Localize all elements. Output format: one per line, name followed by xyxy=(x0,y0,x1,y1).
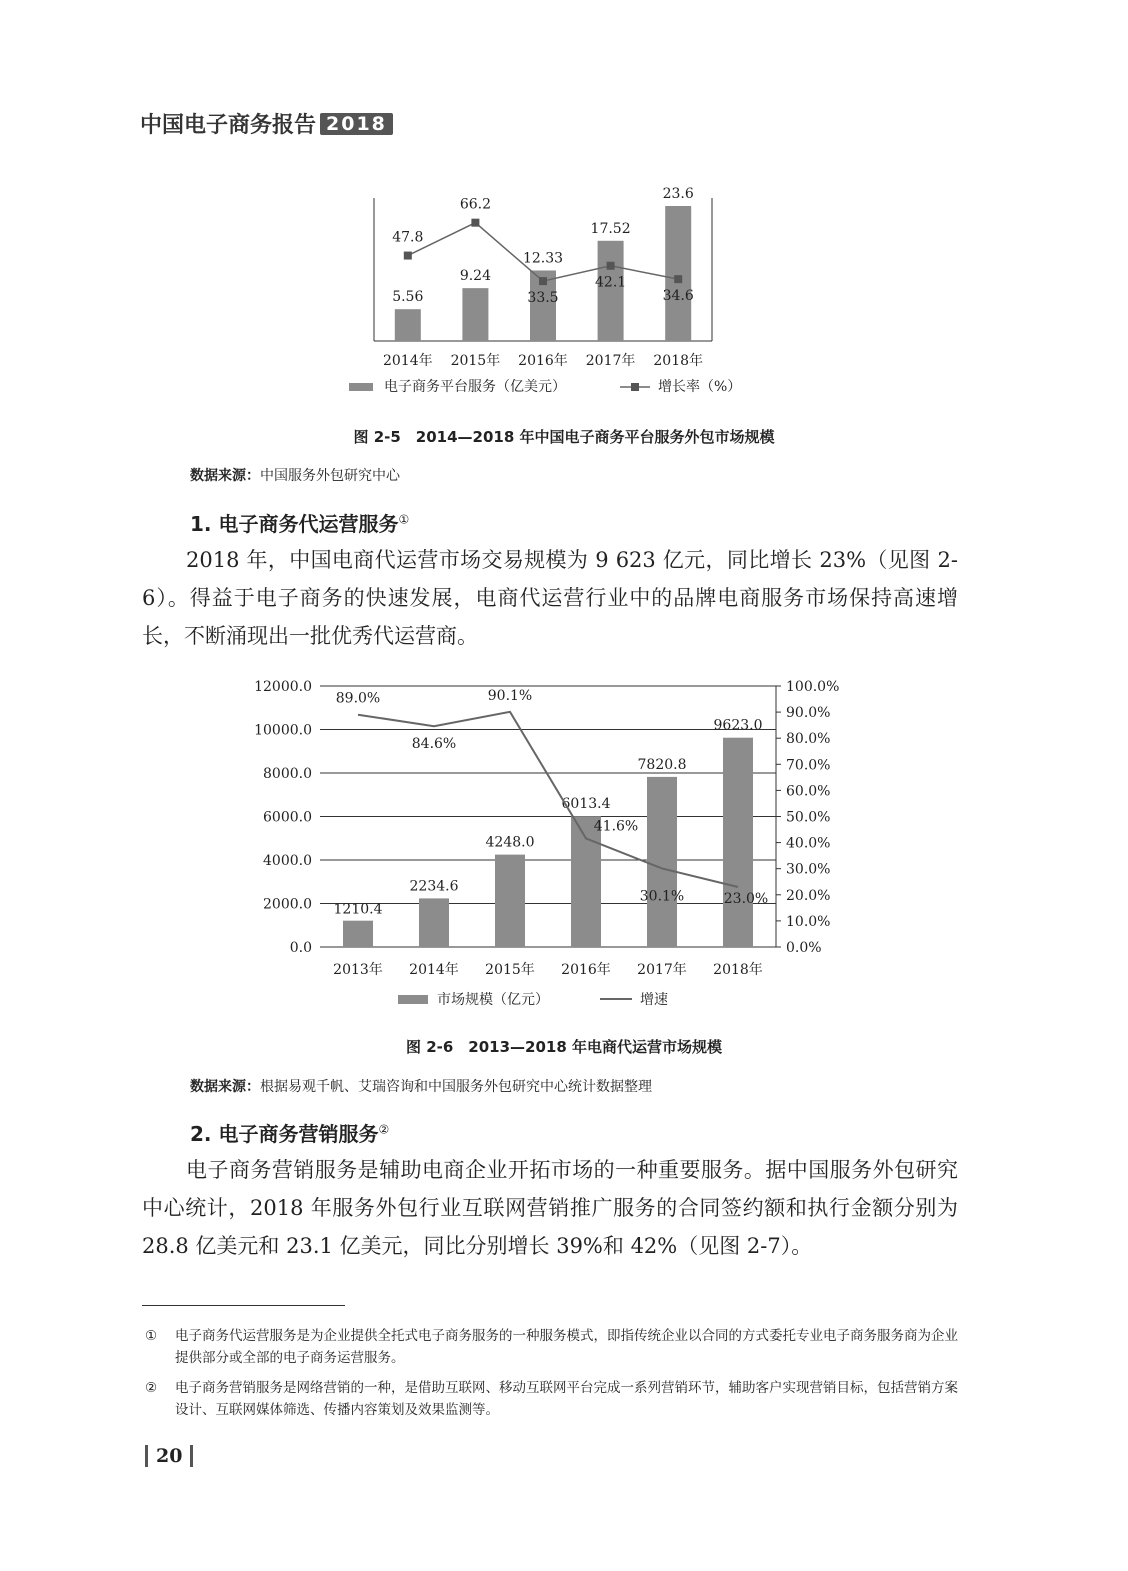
y2-tick-label: 30.0% xyxy=(786,861,831,878)
footnote-1 xyxy=(145,1325,960,1369)
footnote-text: 电子商务营销服务是网络营销的一种，是借助互联网、移动互联网平台完成一系列营销环节，辅助客户实现营销目标，包括营销方案设计、互联网媒体筛选、传播内容策划及效果监测等。 xyxy=(175,1380,958,1418)
y-tick-label: 2000.0 xyxy=(263,896,312,913)
chart-figure-2-5 xyxy=(0,0,1128,410)
x-tick-label: 2015年 xyxy=(450,353,501,369)
bar xyxy=(598,241,624,341)
y2-tick-label: 10.0% xyxy=(786,913,831,930)
legend-bar-label: 电子商务平台服务（亿美元） xyxy=(384,379,566,395)
figure-2-6-source xyxy=(190,1076,652,1096)
source-label: 数据来源： xyxy=(190,468,260,484)
bar-value-label: 17.52 xyxy=(590,220,631,237)
x-tick-label: 2016年 xyxy=(518,353,568,369)
bar xyxy=(571,816,601,947)
source-label: 数据来源： xyxy=(190,1079,260,1095)
figure-2-6-caption: 图 2-6 2013—2018 年电商代运营市场规模 xyxy=(405,1038,723,1056)
y2-tick-label: 80.0% xyxy=(786,731,831,748)
x-tick-label: 2015年 xyxy=(485,962,535,978)
y-tick-label: 10000.0 xyxy=(254,722,312,739)
running-header-year: 2018 xyxy=(320,113,393,135)
legend-bar-label: 市场规模（亿元） xyxy=(437,992,549,1008)
x-tick-label: 2018年 xyxy=(653,353,704,369)
y2-tick-label: 50.0% xyxy=(786,809,831,826)
y2-tick-label: 70.0% xyxy=(786,757,831,774)
section-2-paragraph: 电子商务营销服务是辅助电商企业开拓市场的一种重要服务。据中国服务外包研究中心统计，2018 年服务外包行业互联网营销推广服务的合同签约额和执行金额分别为 28.8 亿美元和 23.1 亿美元，同比分别增长 39%和 42%（见图 2-7）。 xyxy=(142,1158,958,1258)
y2-tick-label: 90.0% xyxy=(786,705,831,722)
figure-2-5-caption: 图 2-5 2014—2018 年中国电子商务平台服务外包市场规模 xyxy=(353,428,775,446)
page-number-value: 20 xyxy=(156,1445,183,1467)
growth-value-label: 33.5 xyxy=(527,290,559,307)
footnote-mark: ① xyxy=(145,1328,158,1344)
y-tick-label: 4000.0 xyxy=(263,853,312,869)
growth-value-label: 30.1% xyxy=(639,888,685,905)
growth-value-label: 66.2 xyxy=(459,196,491,213)
legend-line-label: 增长率（%） xyxy=(658,379,742,395)
bar xyxy=(647,777,677,947)
chart-figure-2-6 xyxy=(0,660,1128,1020)
footnote-2 xyxy=(145,1377,960,1421)
bar xyxy=(495,855,525,947)
bar-value-label: 2234.6 xyxy=(409,878,459,895)
bar-value-label: 4248.0 xyxy=(485,834,535,851)
bar-value-label: 7820.8 xyxy=(637,756,687,773)
y2-tick-label: 100.0% xyxy=(786,679,840,695)
growth-marker xyxy=(471,219,479,227)
bar xyxy=(343,921,373,947)
source-text: 中国服务外包研究中心 xyxy=(260,468,400,484)
page-number xyxy=(145,1445,193,1467)
bar xyxy=(395,309,421,341)
x-tick-label: 2017年 xyxy=(637,962,687,978)
page-number-bar-right xyxy=(190,1445,193,1467)
legend-bar-swatch xyxy=(398,995,428,1004)
legend-bar-swatch xyxy=(349,383,373,391)
bar-value-label: 9.24 xyxy=(459,268,491,285)
bar-value-label: 1210.4 xyxy=(333,901,383,918)
footnote-text: 电子商务代运营服务是为企业提供全托式电子商务服务的一种服务模式，即指传统企业以合同的方式委托专业电子商务服务商为企业提供部分或全部的电子商务运营服务。 xyxy=(175,1328,958,1366)
growth-value-label: 90.1% xyxy=(487,687,533,704)
section-2-title: 2. 电子商务营销服务 xyxy=(190,1122,379,1146)
x-tick-label: 2014年 xyxy=(382,353,433,369)
section-1-title: 1. 电子商务代运营服务 xyxy=(190,512,399,536)
growth-value-label: 34.6 xyxy=(662,288,694,305)
bar-value-label: 9623.0 xyxy=(713,717,763,734)
growth-value-label: 89.0% xyxy=(335,690,381,707)
section-1-paragraph: 2018 年，中国电商代运营市场交易规模为 9 623 亿元，同比增长 23%（见图 2-6）。得益于电子商务的快速发展，电商代运营行业中的品牌电商服务市场保持高速增长，不断涌现出一批优秀代运营商。 xyxy=(142,548,958,648)
footnote-mark: ② xyxy=(145,1380,158,1396)
growth-value-label: 42.1 xyxy=(595,274,627,291)
section-2-heading xyxy=(190,1118,389,1147)
growth-value-label: 41.6% xyxy=(593,818,639,835)
y2-tick-label: 20.0% xyxy=(786,887,831,904)
page-number-bar-left xyxy=(145,1445,148,1467)
y-tick-label: 0.0 xyxy=(289,940,312,956)
figure-2-5-source xyxy=(190,465,400,485)
legend-line-marker xyxy=(631,383,639,391)
running-header-title: 中国电子商务报告 xyxy=(140,113,317,138)
y2-tick-label: 40.0% xyxy=(786,835,831,852)
x-tick-label: 2014年 xyxy=(409,962,459,978)
bar-value-label: 6013.4 xyxy=(561,796,611,813)
y-tick-label: 8000.0 xyxy=(263,766,312,782)
bar xyxy=(419,898,449,947)
x-tick-label: 2018年 xyxy=(713,962,763,978)
footnote-ref-1[interactable]: ① xyxy=(398,512,410,527)
x-tick-label: 2016年 xyxy=(561,962,611,978)
growth-value-label: 47.8 xyxy=(392,229,424,246)
source-text: 根据易观千帆、艾瑞咨询和中国服务外包研究中心统计数据整理 xyxy=(260,1079,652,1095)
footnote-ref-2[interactable]: ② xyxy=(378,1122,390,1137)
section-1-heading xyxy=(190,508,409,537)
bar xyxy=(723,738,753,947)
growth-value-label: 23.0% xyxy=(723,890,769,907)
y-tick-label: 12000.0 xyxy=(254,679,312,695)
growth-value-label: 84.6% xyxy=(411,736,457,753)
bar xyxy=(462,288,488,341)
bar-value-label: 23.6 xyxy=(662,186,694,203)
growth-marker xyxy=(404,252,412,260)
growth-marker xyxy=(539,277,547,285)
x-tick-label: 2017年 xyxy=(585,353,636,369)
y-tick-label: 6000.0 xyxy=(263,809,312,826)
footnote-divider xyxy=(142,1305,345,1306)
growth-marker xyxy=(674,275,682,283)
y2-tick-label: 0.0% xyxy=(786,940,822,956)
x-tick-label: 2013年 xyxy=(333,962,383,978)
growth-marker xyxy=(607,262,615,270)
bar-value-label: 12.33 xyxy=(522,250,564,267)
bar-value-label: 5.56 xyxy=(392,289,424,306)
bar xyxy=(665,206,691,341)
legend-line-label: 增速 xyxy=(640,992,668,1008)
y2-tick-label: 60.0% xyxy=(786,783,831,800)
